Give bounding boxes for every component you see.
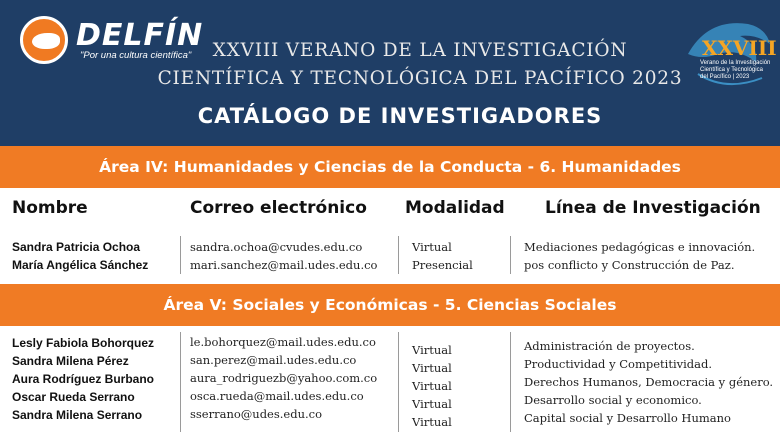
dolphin-logo-icon [20,16,68,64]
researcher-name: Sandra Milena Serrano [12,408,143,422]
research-line: Mediaciones pedagógicas e innovación. [524,240,756,254]
research-line: pos conflicto y Construcción de Paz. [524,258,735,272]
researcher-mode: Virtual [412,397,452,411]
researcher-name: Sandra Milena Pérez [12,354,129,368]
researcher-email[interactable]: sserrano@udes.edu.co [190,407,323,421]
researcher-email[interactable]: osca.rueda@mail.udes.edu.co [190,389,364,403]
research-line: Capital social y Desarrollo Humano [524,411,731,425]
section2-emails [190,333,377,423]
research-line: Desarrollo social y economico. [524,393,702,407]
section2-modes [412,341,452,431]
event-badge [678,14,777,104]
section1-research [524,238,755,274]
badge-text: Verano de la Investigación Científica y Tecnológica del Pacífico | 2023 [700,60,771,80]
researcher-mode: Virtual [412,415,452,429]
researcher-email[interactable]: mari.sanchez@mail.udes.edu.co [190,258,378,272]
column-divider [180,236,181,274]
researcher-name: Aura Rodríguez Burbano [12,372,155,386]
section2-names [12,334,154,424]
researcher-mode: Virtual [412,379,452,393]
research-line: Derechos Humanos, Democracia y género. [524,375,774,389]
column-header-mode: Modalidad [405,198,505,218]
section-title-area-iv: Área IV: Humanidades y Ciencias de la Conducta - 6. Humanidades [0,146,780,188]
logo-name: DELFÍN [76,18,204,53]
section2-research [524,337,773,427]
column-header-email: Correo electrónico [190,198,367,218]
researcher-mode: Virtual [412,240,452,254]
logo-tagline: "Por una cultura científica" [80,50,192,61]
researcher-name: María Angélica Sánchez [12,258,149,272]
column-divider [398,332,399,432]
researcher-name: Lesly Fabiola Bohorquez [12,336,155,350]
column-header-name: Nombre [12,198,88,218]
badge-number: XXVIII [702,36,777,60]
research-line: Administración de proyectos. [524,339,695,353]
researcher-mode: Presencial [412,258,473,272]
column-divider [510,332,511,432]
section1-emails [190,238,377,274]
researcher-email[interactable]: le.bohorquez@mail.udes.edu.co [190,335,376,349]
researcher-email[interactable]: san.perez@mail.udes.edu.co [190,353,357,367]
column-divider [398,236,399,274]
header-title-line2: CIENTÍFICA Y TECNOLÓGICA DEL PACÍFICO 2023 [157,68,683,89]
header-banner [0,0,780,146]
column-header-research: Línea de Investigación [545,198,761,218]
researcher-name: Sandra Patricia Ochoa [12,240,141,254]
dolphin-icon [32,33,60,49]
section1-modes [412,238,473,274]
catalog-title: CATÁLOGO DE INVESTIGADORES [197,104,603,128]
researcher-mode: Virtual [412,361,452,375]
section1-names [12,238,148,274]
researcher-email[interactable]: sandra.ochoa@cvudes.edu.co [190,240,363,254]
column-divider [510,236,511,274]
researcher-name: Oscar Rueda Serrano [12,390,135,404]
column-headers [0,188,780,230]
researcher-email[interactable]: aura_rodriguezb@yahoo.com.co [190,371,378,385]
column-divider [180,332,181,432]
research-line: Productividad y Competitividad. [524,357,713,371]
researcher-mode: Virtual [412,343,452,357]
header-title-line1: XXVIII VERANO DE LA INVESTIGACIÓN [212,40,628,61]
section-title-area-v: Área V: Sociales y Económicas - 5. Ciencias Sociales [0,284,780,326]
